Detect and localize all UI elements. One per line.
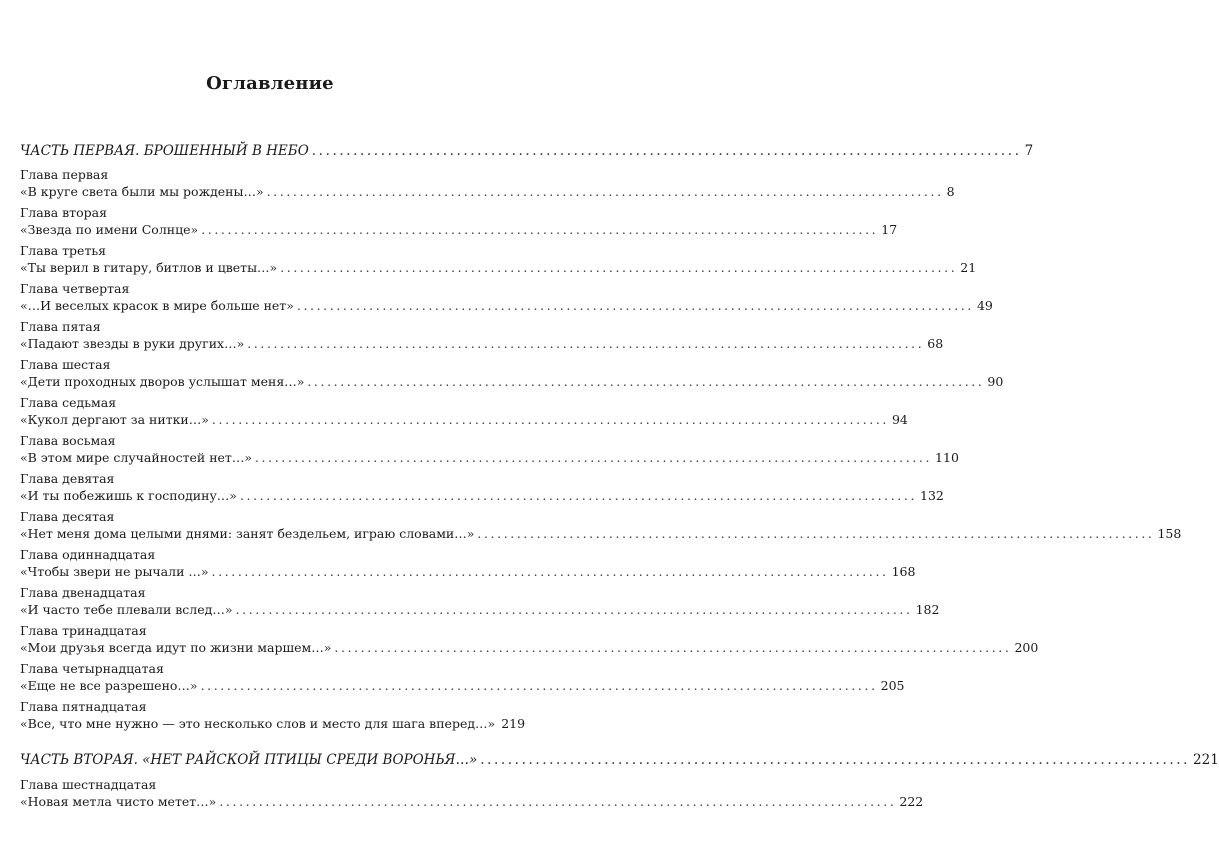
leader-dots: ....................................................................................................... (480, 752, 1191, 768)
chapter-label: Глава десятая (20, 509, 115, 524)
chapter-label: Глава пятнадцатая (20, 699, 147, 714)
chapter-title: «Кукол дергают за нитки…» (20, 412, 209, 427)
page-number: 7 (1024, 143, 1034, 159)
chapter-label: Глава седьмая (20, 395, 117, 410)
toc-chapter-15[interactable] (20, 698, 526, 732)
toc-part-1[interactable] (20, 143, 1034, 160)
chapter-title: «Дети проходных дворов услышат меня…» (20, 374, 305, 389)
leader-dots: ....................................................................................................... (477, 526, 1155, 541)
chapter-label: Глава шестнадцатая (20, 777, 157, 792)
page-number: 17 (881, 222, 898, 237)
leader-dots: ....................................................................................................... (311, 143, 1022, 159)
chapter-label: Глава четвертая (20, 281, 130, 296)
chapter-label: Глава вторая (20, 205, 107, 220)
page-number: 221 (1193, 752, 1219, 768)
chapter-title: «В этом мире случайностей нет…» (20, 450, 252, 465)
toc-chapter-1[interactable] (20, 166, 955, 200)
toc-chapter-3[interactable] (20, 242, 977, 276)
page-number: 94 (891, 412, 908, 427)
chapter-title: «Все, что мне нужно — это несколько слов и место для шага вперед…» (20, 716, 496, 731)
leader-dots: ....................................................................................................... (266, 184, 944, 199)
chapter-title: «Звезда по имени Солнце» (20, 222, 199, 237)
leader-dots: ....................................................................................................... (247, 336, 925, 351)
chapter-title: «Еще не все разрешено…» (20, 678, 198, 693)
part-title: ЧАСТЬ ПЕРВАЯ. БРОШЕННЫЙ В НЕБО (20, 143, 309, 159)
chapter-title: «Падают звезды в руки других…» (20, 336, 245, 351)
leader-dots: ....................................................................................................... (219, 794, 897, 809)
chapter-title: «Нет меня дома целыми днями: занят бездельем, играю словами…» (20, 526, 475, 541)
leader-dots: ....................................................................................................... (239, 488, 918, 503)
toc-chapter-13[interactable] (20, 622, 1039, 656)
chapter-label: Глава шестая (20, 357, 111, 372)
toc-chapter-12[interactable] (20, 584, 940, 618)
leader-dots: ....................................................................................................... (296, 298, 974, 313)
chapter-label: Глава восьмая (20, 433, 116, 448)
toc-chapter-10[interactable] (20, 508, 1182, 542)
chapter-title: «И часто тебе плевали вслед…» (20, 602, 233, 617)
page-number: 219 (501, 716, 526, 731)
page-number: 49 (976, 298, 993, 313)
chapter-label: Глава третья (20, 243, 107, 258)
page-number: 110 (935, 450, 959, 465)
chapter-label: Глава четырнадцатая (20, 661, 164, 676)
page-number: 21 (960, 260, 977, 275)
chapter-title: «Ты верил в гитару, битлов и цветы…» (20, 260, 278, 275)
chapter-title: «Новая метла чисто метет…» (20, 794, 217, 809)
leader-dots: ....................................................................................................... (307, 374, 985, 389)
toc-chapter-14[interactable] (20, 660, 905, 694)
page-number: 68 (927, 336, 944, 351)
chapter-label: Глава двенадцатая (20, 585, 146, 600)
page-number: 90 (987, 374, 1004, 389)
chapter-title: «В круге света были мы рождены…» (20, 184, 264, 199)
toc-chapter-7[interactable] (20, 394, 908, 428)
leader-dots: ....................................................................................................... (201, 222, 879, 237)
toc-chapter-16[interactable] (20, 776, 924, 810)
chapter-label: Глава одиннадцатая (20, 547, 156, 562)
page-number: 182 (915, 602, 940, 617)
chapter-title: «И ты побежишь к господину…» (20, 488, 237, 503)
page-number: 8 (946, 184, 955, 199)
chapter-label: Глава девятая (20, 471, 115, 486)
toc-chapter-11[interactable] (20, 546, 916, 580)
leader-dots: ....................................................................................................... (254, 450, 933, 465)
page-number: 222 (899, 794, 924, 809)
toc-chapter-9[interactable] (20, 470, 944, 504)
chapter-title: «Чтобы звери не рычали …» (20, 564, 209, 579)
leader-dots: ....................................................................................................... (334, 640, 1012, 655)
toc-chapter-6[interactable] (20, 356, 1004, 390)
page-number: 158 (1157, 526, 1182, 541)
chapter-label: Глава тринадцатая (20, 623, 147, 638)
leader-dots: ....................................................................................................... (280, 260, 958, 275)
page-title: Оглавление (206, 73, 334, 94)
toc-chapter-2[interactable] (20, 204, 898, 238)
leader-dots: ....................................................................................................... (200, 678, 878, 693)
chapter-label: Глава первая (20, 167, 109, 182)
page-number: 168 (891, 564, 916, 579)
chapter-title: «…И веселых красок в мире больше нет» (20, 298, 294, 313)
toc-chapter-4[interactable] (20, 280, 993, 314)
toc-chapter-5[interactable] (20, 318, 944, 352)
leader-dots: ....................................................................................................... (211, 412, 889, 427)
toc-chapter-8[interactable] (20, 432, 959, 466)
leader-dots: ....................................................................................................... (211, 564, 889, 579)
chapter-label: Глава пятая (20, 319, 101, 334)
page-number: 132 (920, 488, 944, 503)
part-title: ЧАСТЬ ВТОРАЯ. «НЕТ РАЙСКОЙ ПТИЦЫ СРЕДИ ВОРОНЬЯ…» (20, 752, 478, 768)
chapter-title: «Мои друзья всегда идут по жизни маршем…» (20, 640, 332, 655)
toc-part-2[interactable] (20, 752, 1219, 769)
leader-dots: ....................................................................................................... (235, 602, 913, 617)
page-number: 205 (880, 678, 905, 693)
page-number: 200 (1014, 640, 1039, 655)
